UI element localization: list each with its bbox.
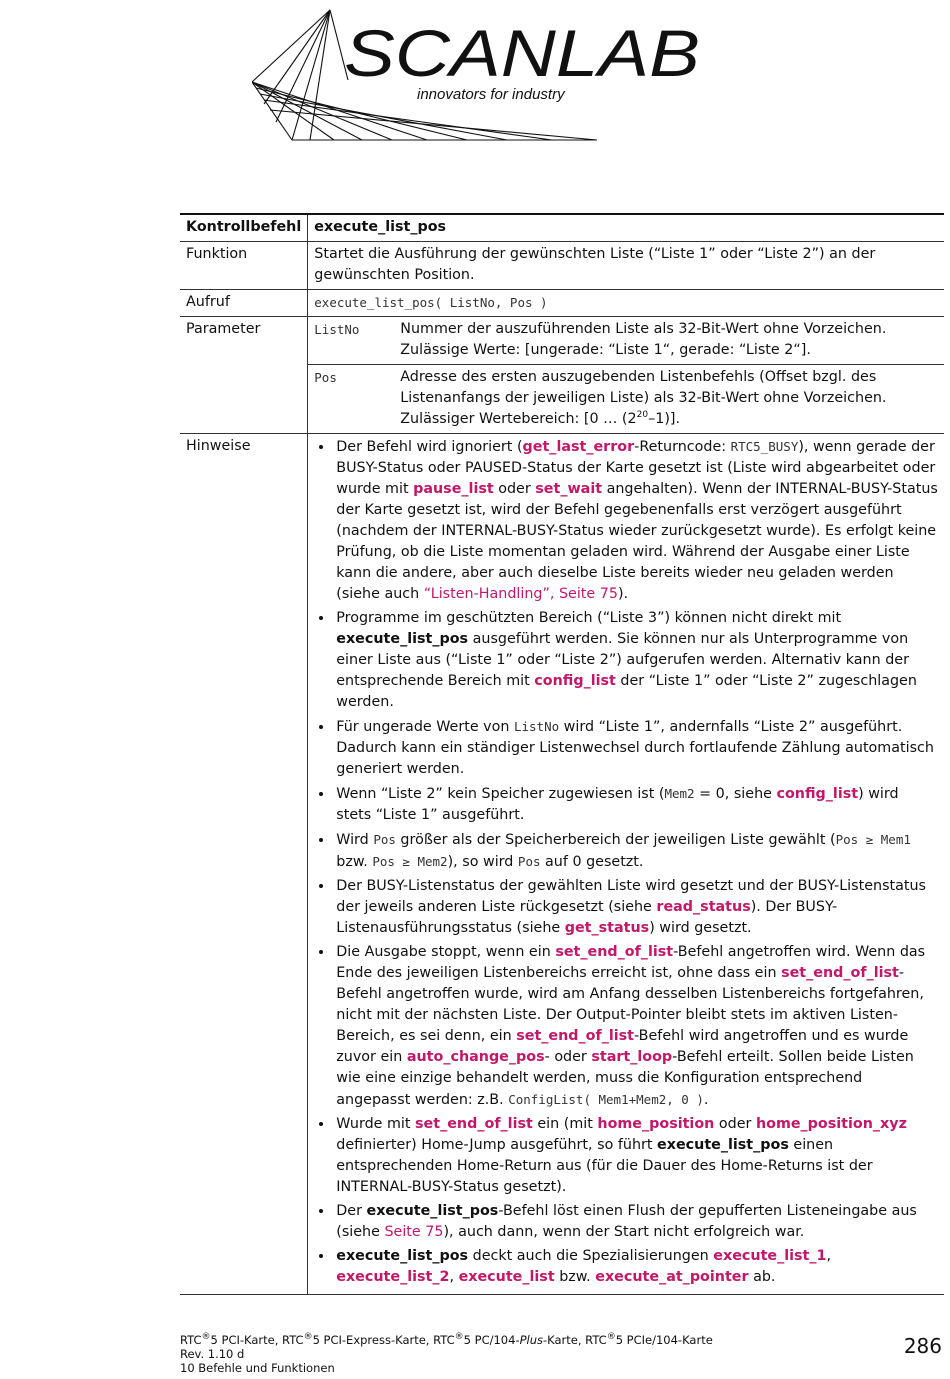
link-execute-list-1[interactable]: execute_list_1	[713, 1248, 827, 1264]
link-config-list[interactable]: config_list	[534, 673, 616, 689]
funktion-label: Funktion	[180, 242, 308, 290]
link-execute-list-2[interactable]: execute_list_2	[336, 1269, 450, 1285]
scanlab-logo	[252, 6, 712, 146]
link-set-wait[interactable]: set_wait	[535, 481, 603, 497]
footer-chapter: 10 Befehle und Funktionen	[180, 1361, 335, 1375]
link-set-end-of-list[interactable]: set_end_of_list	[415, 1116, 533, 1132]
list-item: • Wenn “Liste 2” kein Speicher zugewiesen ist (Mem2 = 0, siehe config_list) wird stets “Liste 1” ausgeführt.	[334, 783, 938, 826]
link-seite-75[interactable]: Seite 75	[384, 1224, 444, 1240]
link-execute-list[interactable]: execute_list	[458, 1269, 555, 1285]
link-set-end-of-list[interactable]: set_end_of_list	[781, 965, 899, 981]
list-item: • Der BUSY-Listenstatus der gewählten Liste wird gesetzt und der BUSY-Listenstatus der jeweils anderen Liste rückgesetzt (siehe read_status). Der BUSY-Listenausführungsstatus (siehe get_status) wird gesetzt.	[334, 876, 938, 939]
list-item: • Wird Pos größer als der Speicherbereich der jeweiligen Liste gewählt (Pos ≥ Mem1 bzw. Pos ≥ Mem2), so wird Pos auf 0 gesetzt.	[334, 829, 938, 873]
link-get-status[interactable]: get_status	[564, 920, 650, 936]
funktion-text: Startet die Ausführung der gewünschten Liste (“Liste 1” oder “Liste 2”) an der gewünschten Position.	[308, 242, 944, 290]
funktion-row	[180, 242, 944, 290]
link-home-position[interactable]: home_position	[597, 1116, 715, 1132]
logo-tagline: innovators for industry	[417, 86, 565, 103]
list-item: • Der execute_list_pos-Befehl löst einen Flush der gepufferten Listeneingabe aus (siehe Seite 75), auch dann, wenn der Start nicht erfolgreich war.	[334, 1201, 938, 1243]
link-pause-list[interactable]: pause_list	[413, 481, 494, 497]
page-number: 286	[903, 1334, 942, 1358]
link-auto-change-pos[interactable]: auto_change_pos	[406, 1049, 545, 1065]
header-label: Kontrollbefehl	[180, 214, 308, 242]
list-item: • Die Ausgabe stoppt, wenn ein set_end_of_list-Befehl angetroffen wird. Wenn das Ende des jeweiligen Listenbereichs erreicht ist, ohne dass ein set_end_of_list-Befehl angetroffen wurde, wird am Anfang desselben Listenbereichs fortgefahren, nicht mit der nächsten Liste. Der Output-Pointer bleibt stets im aktiven Listen-Bereich, es sei denn, ein set_end_of_list-Befehl wird angetroffen und es wurde zuvor ein auto_change_pos- oder start_loop-Befehl erteilt. Sollen beide Listen wie eine einzige behandelt werden, muss die Konfiguration entsprechend angepasst werden: z.B. ConfigList( Mem1+Mem2, 0 ).	[334, 942, 938, 1111]
list-item: • Programme im geschützten Bereich (“Liste 3”) können nicht direkt mit execute_list_pos ausgeführt werden. Sie können nur als Unterprogramme von einer Liste aus (“Liste 1” oder “Liste 2”) aufgerufen werden. Alternativ kann der entsprechende Bereich mit config_list der “Liste 1” oder “Liste 2” zugeschlagen werden.	[334, 608, 938, 713]
footer-product-line: RTC®5 PCI-Karte, RTC®5 PCI-Express-Karte, RTC®5 PC/104-Plus-Karte, RTC®5 PCIe/104-Karte	[180, 1332, 713, 1347]
list-item: • Für ungerade Werte von ListNo wird “Liste 1”, andernfalls “Liste 2” ausgeführt. Dadurch kann ein ständiger Listenwechsel durch fortlaufende Zählung automatisch generiert werden.	[334, 716, 938, 780]
command-name: execute_list_pos	[308, 214, 944, 242]
param-name-listno: ListNo	[314, 322, 360, 337]
page-footer	[180, 1333, 713, 1375]
link-config-list[interactable]: config_list	[776, 786, 859, 802]
notes-list	[314, 436, 938, 1288]
list-item: • Wurde mit set_end_of_list ein (mit home_position oder home_position_xyz definierter) Home-Jump ausgeführt, so führt execute_list_pos einen entsprechenden Home-Return aus (für die Dauer des Home-Returns ist der INTERNAL-BUSY-Status gesetzt).	[334, 1114, 938, 1198]
link-listen-handling[interactable]: “Listen-Handling”, Seite 75	[423, 586, 618, 602]
link-set-end-of-list[interactable]: set_end_of_list	[555, 944, 674, 960]
link-read-status[interactable]: read_status	[656, 899, 751, 915]
parameter-row-pos	[180, 365, 944, 434]
header-row	[180, 214, 944, 242]
aufruf-row	[180, 290, 944, 317]
list-item: • execute_list_pos deckt auch die Spezialisierungen execute_list_1, execute_list_2, execute_list bzw. execute_at_pointer ab.	[334, 1246, 938, 1288]
hinweise-row	[180, 434, 944, 1295]
list-item: • Der Befehl wird ignoriert (get_last_error-Returncode: RTC5_BUSY), wenn gerade der BUSY-Status oder PAUSED-Status der Karte gesetzt ist (Liste wird abgearbeitet oder wurde mit pause_list oder set_wait angehalten). Wenn der INTERNAL-BUSY-Status der Karte gesetzt ist, wird der Befehl gegebenenfalls erst verzögert ausgeführt (nachdem der INTERNAL-BUSY-Status wieder zurückgesetzt wurde). Es erfolgt keine Prüfung, ob die Liste momentan geladen wird. Während der Ausgabe einer Liste kann die andere, aber auch dieselbe Liste bereits wieder neu geladen werden (siehe auch “Listen-Handling”, Seite 75).	[334, 436, 938, 605]
parameter-row-listno	[180, 317, 944, 365]
param-name-pos: Pos	[314, 370, 337, 385]
hinweise-label: Hinweise	[180, 434, 308, 1295]
parameter-label: Parameter	[180, 317, 308, 365]
aufruf-label: Aufruf	[180, 290, 308, 317]
link-home-position-xyz[interactable]: home_position_xyz	[755, 1116, 907, 1132]
link-execute-at-pointer[interactable]: execute_at_pointer	[595, 1269, 749, 1285]
param-desc-listno: Nummer der auszuführenden Liste als 32-Bit-Wert ohne Vorzeichen. Zulässige Werte: [ungerade: “Liste 1“, gerade: “Liste 2“].	[400, 321, 887, 358]
footer-revision: Rev. 1.10 d	[180, 1347, 245, 1361]
command-table	[180, 213, 944, 1295]
param-desc-pos: Adresse des ersten auszugebenden Listenbefehls (Offset bzgl. des Listenanfangs der jeweiligen Liste) als 32-Bit-Wert ohne Vorzeichen. Zulässiger Wertebereich: [0 … $(2^{20}-1)$].	[400, 369, 887, 427]
link-start-loop[interactable]: start_loop	[591, 1049, 673, 1065]
logo-brand: SCANLAB	[344, 16, 700, 90]
aufruf-text: execute_list_pos( ListNo, Pos )	[308, 290, 944, 317]
link-set-end-of-list[interactable]: set_end_of_list	[516, 1028, 635, 1044]
link-get-last-error[interactable]: get_last_error	[522, 439, 635, 455]
